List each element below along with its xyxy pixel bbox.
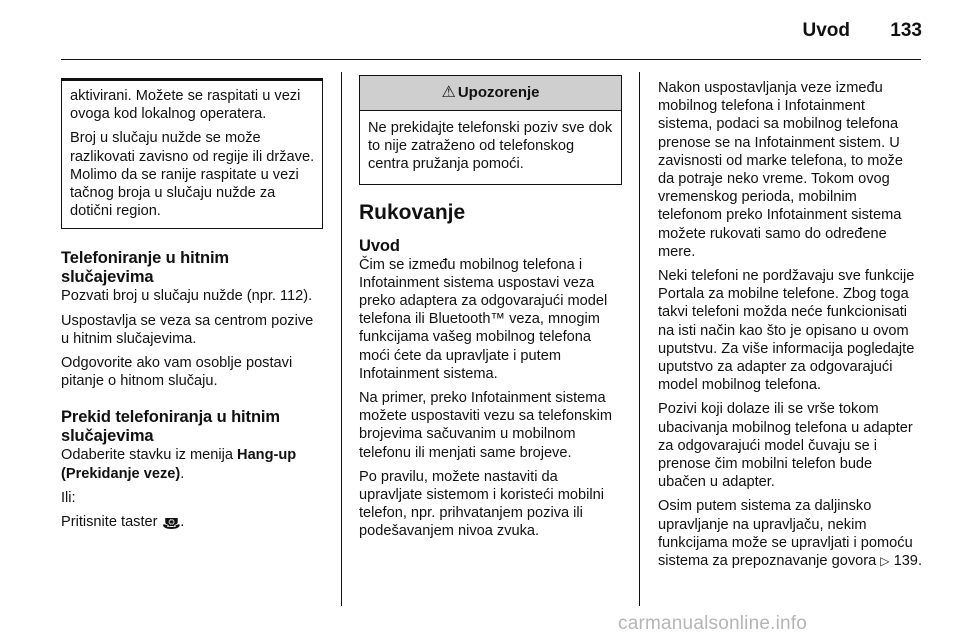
paragraph: Na primer, preko Infotainment sistema možete uspostaviti vezu sa telefonskim brojevima sačuvanim u mobilnom telefonu ili menjati same brojeve. — [359, 390, 613, 461]
note-paragraph: aktivirani. Možete se raspitati u vezi ovoga kod lokalnog operatera. — [70, 88, 301, 123]
paragraph: Po pravilu, možete nastaviti da upravljate sistemom i koristeći mobilni telefon, npr. prihvatanjem poziva ili podešavanjem nivoa zvuka. — [359, 468, 604, 540]
paragraph-or: Ili: — [61, 489, 76, 506]
warning-text: Ne prekidajte telefonski poziv sve dok to nije zatraženo od telefonskog centra pružanja pomoći. — [368, 120, 613, 173]
menu-item-hang-up: Hang-up (Prekidanje veze) — [61, 447, 297, 482]
paragraph: Nakon uspostavljanja veze između mobilnog telefona i Infotainment sistema, podaci sa mobilnog telefona prenose se na Infotainment sistem. U zavisnosti od marke telefona, to može da potraje neko vreme. Tokom ovog vremenskog perioda, mobilnim telefonom preko Infotainment sistema možete rukovati samo do određene mere. — [658, 80, 903, 260]
header-title: Uvod — [802, 20, 850, 41]
warning-box — [359, 75, 622, 185]
column-middle — [359, 75, 622, 547]
note-paragraph: Broj u slučaju nužde se može razlikovati zavisno od regije ili države. Molimo da se ranije raspitate u vezi tačnog broja u slučaju nužde za dotični region. — [70, 130, 315, 220]
paragraph: Čim se između mobilnog telefona i Infotainment sistema uspostavi veza preko adaptera za odgovarajući model telefona ili Bluetooth™ veza, mnogim funkcijama vašeg mobilnog telefona moći ćete da upravljate i putem Infotainment sistema. — [359, 256, 608, 382]
page-number: 133 — [890, 20, 922, 41]
text: Osim putem sistema za daljinsko upravljanje na upravljaču, nekim funkcijama može se upravljati i pomoću sistema za prepoznavanje govora — [658, 498, 913, 570]
paragraph: Pozvati broj u slučaju nužde (npr. 112). — [61, 288, 313, 305]
watermark: carmanualsonline.info — [618, 613, 808, 634]
warning-triangle-icon: ⚠ — [441, 84, 456, 101]
text: . — [917, 553, 922, 570]
note-box — [61, 78, 323, 229]
paragraph: Uspostavlja se veza sa centrom pozive u hitnim slučajevima. — [61, 312, 314, 347]
heading-interrupt-call: Prekid telefoniranja u hitnim slučajevima — [61, 408, 280, 446]
heading-emergency-call: Telefoniranje u hitnim slučajevima — [61, 249, 230, 287]
paragraph-voice — [658, 497, 922, 570]
column-divider — [639, 72, 640, 606]
text: Pritisnite taster — [61, 514, 162, 531]
page-reference-arrow-icon: ▷ — [880, 554, 890, 569]
heading-intro: Uvod — [359, 236, 400, 255]
warning-header — [360, 76, 621, 111]
column-right — [658, 79, 922, 576]
paragraph: Neki telefoni ne pordžavaju sve funkcije Portala za mobilne telefone. Zbog toga takvi telefoni možda neće funkcionisati na isti način kao što je opisano u ovom uputstvu. Za više informacija pogledajte uputstvo za adapter za odgovarajući model mobilnog telefona. — [658, 268, 915, 394]
phone-hangup-key-icon: ☎ — [161, 514, 181, 532]
paragraph: Pozivi koji dolaze ili se vrše tokom ubacivanja mobilnog telefona u adapter za odgovarajući model čuvaju se i prenose čim mobilni telefon bude ubačen u adapter. — [658, 401, 913, 491]
text: . — [180, 514, 185, 531]
header-rule — [61, 59, 921, 60]
column-left — [61, 78, 323, 537]
page-reference[interactable]: 139 — [893, 553, 918, 570]
column-divider — [341, 72, 342, 606]
text: . — [180, 465, 185, 482]
text: Odaberite stavku iz menija — [61, 447, 238, 464]
paragraph-press-key — [61, 513, 323, 531]
heading-operation: Rukovanje — [359, 200, 466, 224]
paragraph: Odgovorite ako vam osoblje postavi pitanje o hitnom slučaju. — [61, 355, 293, 390]
warning-title: Upozorenje — [457, 84, 540, 101]
paragraph-interrupt — [61, 446, 323, 482]
